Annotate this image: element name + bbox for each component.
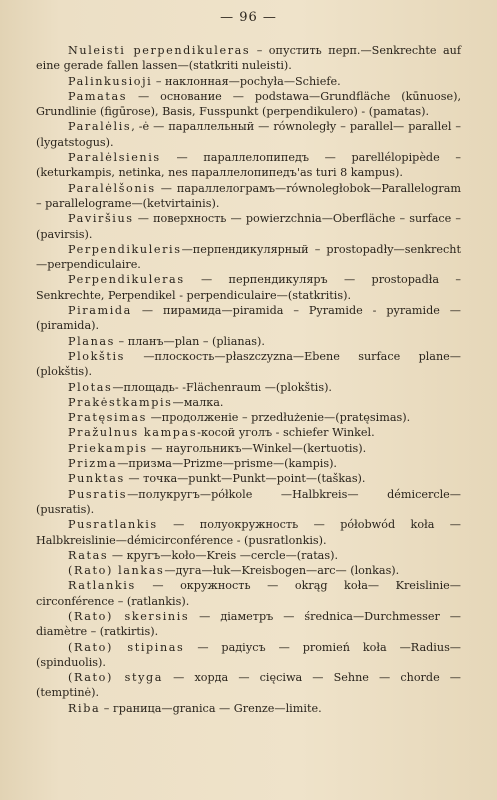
- glossary-entry: [36, 349, 461, 380]
- entry-term: Piramida: [68, 304, 132, 318]
- glossary-entry: [36, 74, 461, 89]
- entry-term: (Rato) skersinis: [68, 609, 190, 623]
- entry-term: Planas: [68, 334, 115, 348]
- entry-term: Palinkusioji: [68, 74, 153, 88]
- glossary-entry: [36, 425, 461, 440]
- entry-term: Pratęsimas: [68, 411, 148, 425]
- glossary-entry: [36, 150, 461, 181]
- glossary-entry: [36, 211, 461, 242]
- entry-term: Pamatas: [68, 89, 128, 103]
- glossary-entry: [36, 242, 461, 273]
- entry-definition: — наугольникъ—Winkel—(kertuotis).: [147, 441, 367, 455]
- entry-definition: —площадь- -Flächenraum —(plokštis).: [112, 380, 332, 394]
- entry-term: Ratas: [68, 548, 109, 562]
- entry-definition: — окружность — okrąg koła— Kreislinie—circonférence – (ratlankis).: [36, 579, 461, 608]
- glossary-entry: [36, 471, 461, 486]
- glossary-entry: [36, 181, 461, 212]
- glossary-entry: [36, 89, 461, 120]
- entry-term: Perpendikuleris: [68, 242, 182, 256]
- entry-term: (Rato) lankas: [68, 564, 165, 578]
- glossary-entry: [36, 119, 461, 150]
- entry-definition: — точка—punkt—Punkt—point—(taškas).: [124, 472, 366, 486]
- entry-term: Pražulnus kampas: [68, 426, 198, 440]
- entry-definition: — радіусъ — promień koła —Radius— (spinduolis).: [36, 640, 461, 669]
- entry-definition: —призма—Prizme—prisme—(kampis).: [117, 457, 337, 471]
- glossary-entry: [36, 517, 461, 548]
- glossary-entry: [36, 563, 461, 578]
- entry-term: Pusratis: [68, 487, 128, 501]
- entry-definition: —перпендикулярный – prostopadły—senkrecht—perpendiculaire.: [36, 242, 461, 272]
- glossary-entry: [36, 670, 461, 701]
- entry-definition: — хорда — cięciwa — Sehne — chorde — (temptinė).: [36, 671, 461, 700]
- entry-term: Plokštis: [68, 349, 125, 363]
- glossary-entry: [36, 456, 461, 471]
- glossary-entry: [36, 609, 461, 640]
- entry-term: Priekampis: [68, 441, 148, 455]
- entry-definition: — полуокружность — półobwód koła — Halbkreislinie—démicirconférence - (pusratlonkis).: [36, 518, 461, 547]
- entry-definition: —дуга—łuk—Kreisbogen—arc— (lonkas).: [164, 564, 400, 578]
- glossary-entry: [36, 334, 461, 349]
- entry-term: Paralėlšonis: [68, 181, 156, 195]
- entry-definition: — діаметръ — średnica—Durchmesser — diamètre – (ratkirtis).: [36, 609, 461, 639]
- entry-term: Paralėlis: [68, 120, 132, 134]
- glossary-entry: [36, 380, 461, 395]
- entry-term: Perpendikuleras: [68, 273, 185, 287]
- entry-definition: – опустить перп.—Senkrechte auf eine gerade fallen lassen—(statkriti nuleisti).: [36, 44, 461, 73]
- entry-term: Ratlankis: [68, 579, 136, 593]
- glossary-entry: [36, 487, 461, 518]
- glossary-entry: [36, 701, 461, 716]
- entry-definition: — пирамида—piramida – Pyramide - pyramide — (piramida).: [36, 304, 461, 333]
- glossary-entry: [36, 548, 461, 563]
- entry-definition: — основание — podstawa—Grundfläche (kūnuose), Grundlinie (figūrose), Basis, Fusspunkt (perpendikulero) - (pamatas).: [36, 89, 461, 119]
- entry-term: Prizma: [68, 457, 118, 471]
- glossary-entry: [36, 272, 461, 303]
- entry-definition: — поверхность — powierzchnia—Oberfläche – surface – (pavirsis).: [36, 212, 461, 241]
- entry-term: Paralėlsienis: [68, 151, 161, 165]
- entry-definition: —продолженіе – przedłużenie—(pratęsimas).: [147, 411, 411, 425]
- entry-definition: —полукругъ—półkole —Halbkreis— démicercle— (pusratis).: [36, 487, 461, 516]
- glossary-entry: [36, 410, 461, 425]
- entry-term: Riba: [68, 701, 101, 715]
- glossary-entry: [36, 441, 461, 456]
- entry-definition: — параллелограмъ—równoległobok—Parallelogram – parallelograme—(ketvirtainis).: [36, 181, 461, 210]
- entry-term: (Rato) stipinas: [68, 640, 185, 654]
- entry-term: Plotas: [68, 380, 113, 394]
- entry-definition: – наклонная—pochyła—Schiefe.: [152, 74, 341, 88]
- entry-definition: —малка.: [172, 395, 224, 409]
- entry-definition: , -ė — параллельный — równoległy – parallel— parallel – (lygatstogus).: [36, 120, 461, 149]
- entry-definition: -косой уголъ - schiefer Winkel.: [197, 426, 375, 440]
- entry-definition: —плоскость—płaszczyzna—Ebene surface plane—(plokštis).: [36, 349, 461, 379]
- glossary-entry: [36, 640, 461, 671]
- glossary-entry: [36, 303, 461, 334]
- glossary-entries: [36, 43, 461, 716]
- entry-definition: — параллелопипедъ — parellélopipède – (keturkampis, netinka, nes параллелопипедъ'as turi 8 kampus).: [36, 151, 461, 180]
- entry-term: Paviršius: [68, 212, 134, 226]
- entry-term: Nuleisti perpendikuleras: [68, 44, 251, 57]
- glossary-entry: [36, 578, 461, 609]
- entry-term: Pusratlankis: [68, 518, 158, 532]
- page-number: — 96 —: [220, 10, 277, 25]
- glossary-entry: [36, 395, 461, 410]
- entry-definition: – планъ—plan – (plianas).: [115, 334, 265, 348]
- entry-definition: — перпендикуляръ — prostopadła – Senkrechte, Perpendikel - perpendiculaire—(statkritis).: [36, 273, 461, 302]
- entry-term: (Rato) styga: [68, 671, 164, 685]
- entry-definition: — кругъ—koło—Kreis —cercle—(ratas).: [108, 548, 339, 562]
- entry-definition: – граница—granica — Grenze—limite.: [100, 701, 322, 715]
- entry-term: Punktas: [68, 472, 125, 486]
- glossary-entry: [36, 43, 461, 74]
- entry-term: Prakėstkampis: [68, 395, 173, 409]
